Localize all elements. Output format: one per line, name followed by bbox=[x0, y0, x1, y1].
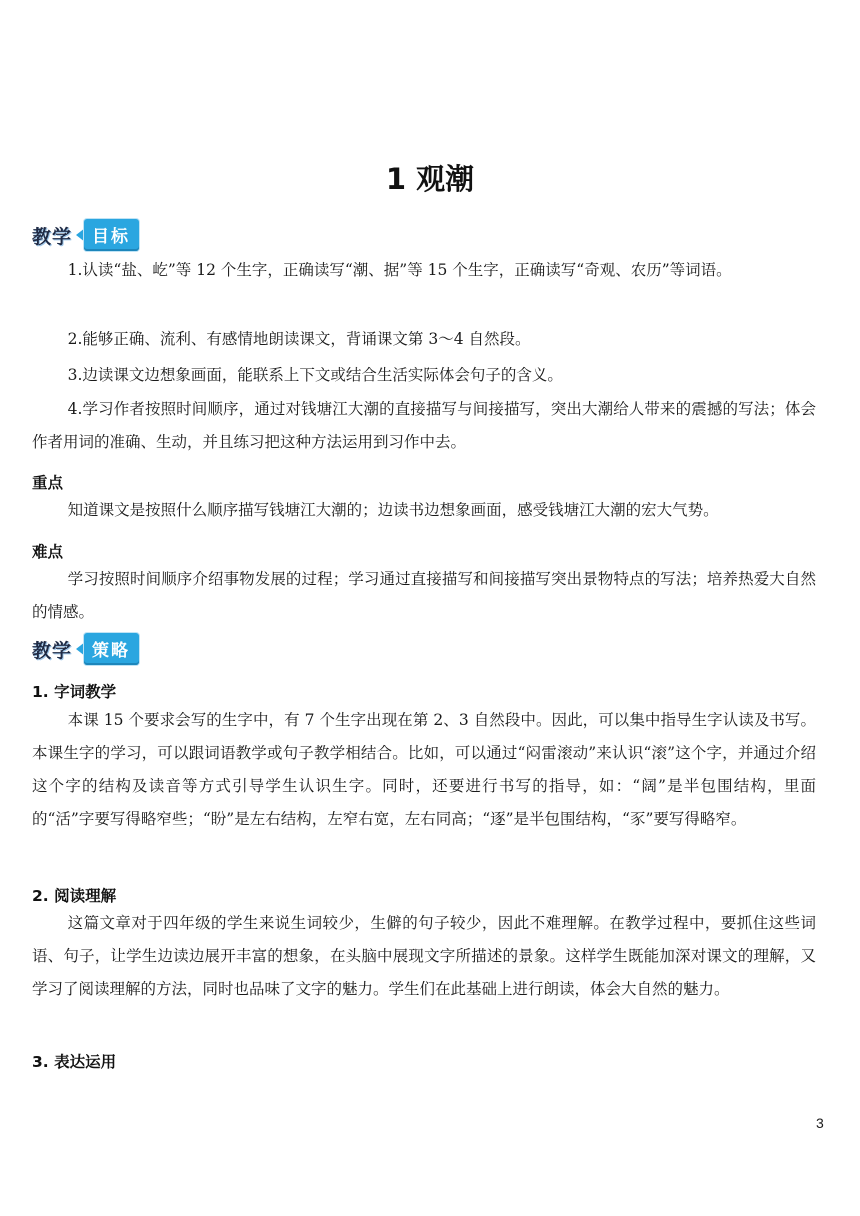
strategy-heading-1: 1. 字词教学 bbox=[32, 683, 117, 701]
section-badge-objectives bbox=[32, 219, 139, 251]
strategy-text-1: 本课 15 个要求会写的生字中，有 7 个生字出现在第 2、3 自然段中。因此，可以集中指导生字认读及书写。本课生字的学习，可以跟词语教学或句子教学相结合。比如，可以通过“闷雷滚动”来认识“滚”这个字，并通过介绍这个字的结构及读音等方式引导学生认识生字。同时，还要进行书写的指导，如：“阔”是半包围结构，里面的“活”字要写得略窄些；“盼”是左右结构，左窄右宽，左右同高；“逐”是半包围结构，“豕”要写得略窄。 bbox=[32, 711, 816, 828]
badge-label-right: 策略 bbox=[84, 633, 139, 665]
difficulties-heading: 难点 bbox=[32, 543, 64, 561]
badge-label-left: 教学 bbox=[32, 225, 73, 248]
objective-1: 1.认读“盐、屹”等 12 个生字，正确读写“潮、据”等 15 个生字，正确读写“奇观、农历”等词语。 bbox=[67, 261, 732, 279]
objective-2: 2.能够正确、流利、有感情地朗读课文，背诵课文第 3～4 自然段。 bbox=[67, 330, 531, 348]
key-points-text: 知道课文是按照什么顺序描写钱塘江大潮的；边读书边想象画面，感受钱塘江大潮的宏大气势。 bbox=[67, 501, 719, 519]
strategy-text-2: 这篇文章对于四年级的学生来说生词较少，生僻的句子较少，因此不难理解。在教学过程中，要抓住这些词语、句子，让学生边读边展开丰富的想象，在头脑中展现文字所描述的景象。这样学生既能加深对课文的理解，又学习了阅读理解的方法，同时也品味了文字的魅力。学生们在此基础上进行朗读，体会大自然的魅力。 bbox=[32, 914, 816, 998]
badge-label-right: 目标 bbox=[84, 219, 139, 251]
section-badge-strategy bbox=[32, 633, 139, 665]
strategy-heading-3: 3. 表达运用 bbox=[32, 1053, 117, 1071]
key-points-heading: 重点 bbox=[32, 474, 64, 492]
objective-4: 4.学习作者按照时间顺序，通过对钱塘江大潮的直接描写与间接描写，突出大潮给人带来的震撼的写法；体会作者用词的准确、生动，并且练习把这种方法运用到习作中去。 bbox=[32, 400, 816, 451]
difficulties-text: 学习按照时间顺序介绍事物发展的过程；学习通过直接描写和间接描写突出景物特点的写法；培养热爱大自然的情感。 bbox=[32, 570, 816, 621]
page-number: 3 bbox=[816, 1115, 824, 1131]
page-title: 1 观潮 bbox=[385, 162, 475, 196]
objective-3: 3.边读课文边想象画面，能联系上下文或结合生活实际体会句子的含义。 bbox=[67, 366, 563, 384]
strategy-heading-2: 2. 阅读理解 bbox=[32, 887, 117, 905]
badge-label-left: 教学 bbox=[32, 639, 73, 662]
